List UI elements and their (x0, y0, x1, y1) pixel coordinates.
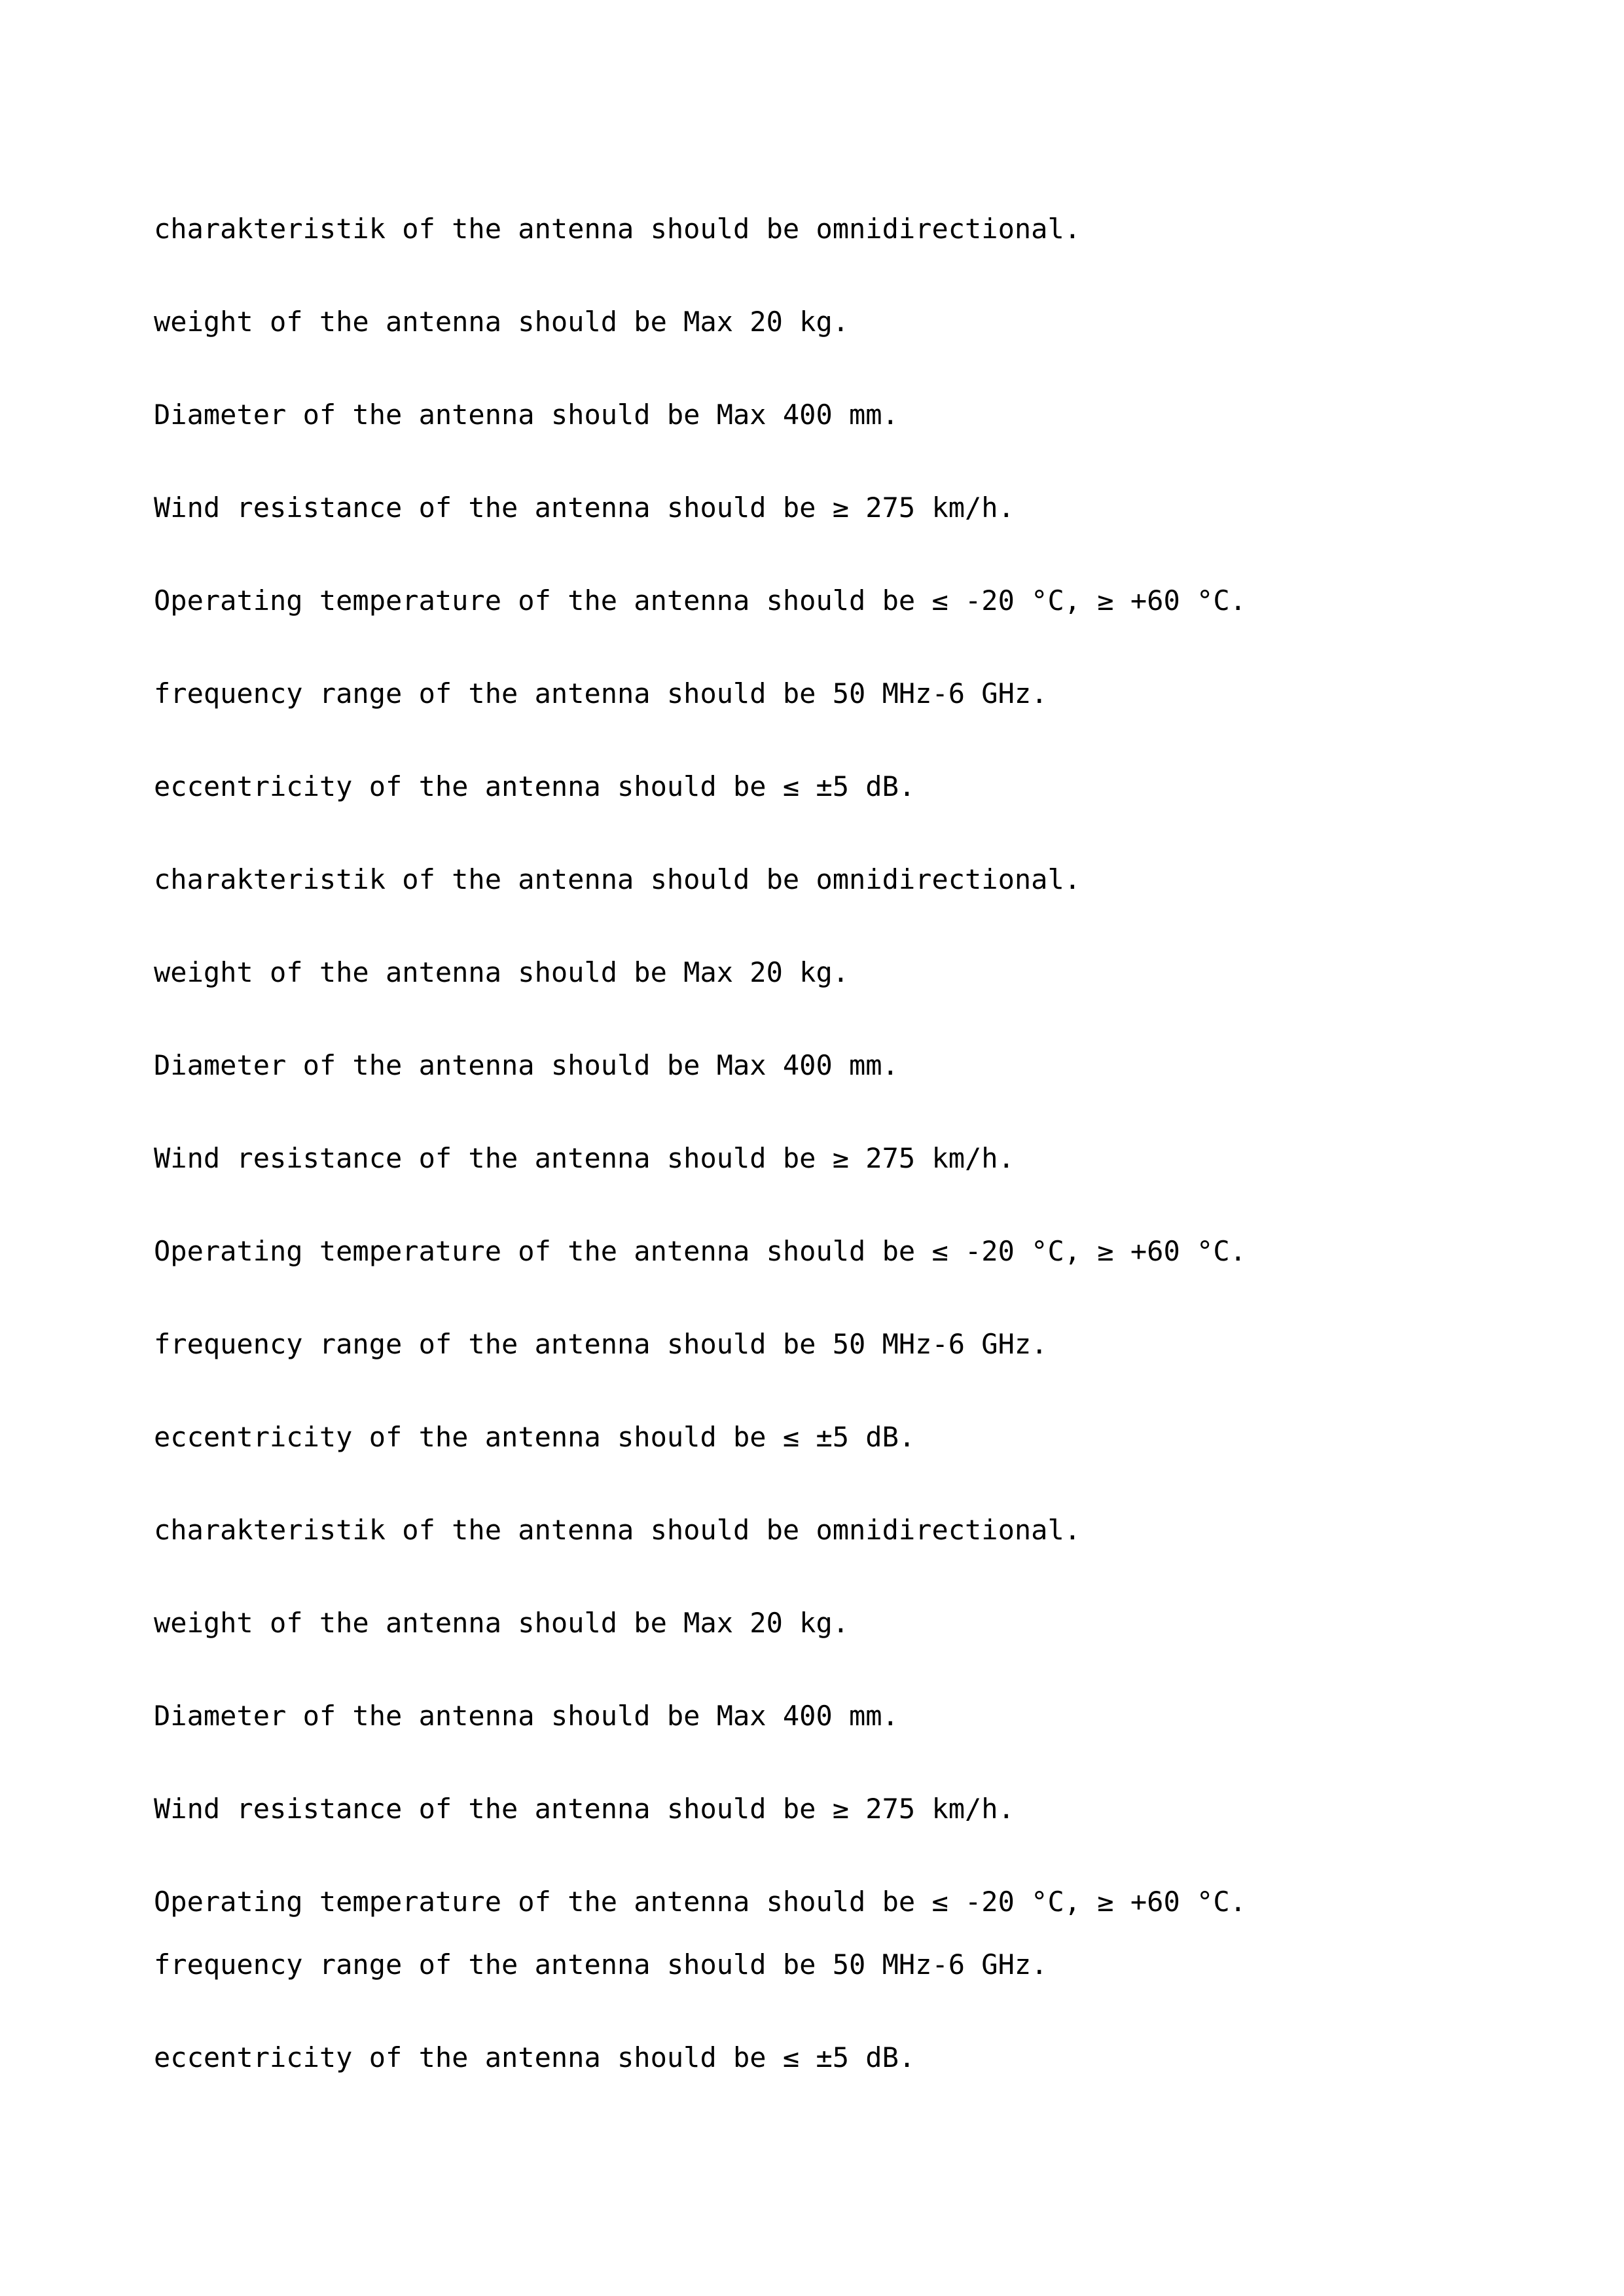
text-line: Wind resistance of the antenna should be ≥ 275 km/h. (154, 492, 1015, 524)
text-line: frequency range of the antenna should be 50 MHz-6 GHz. (154, 677, 1048, 709)
text-line: charakteristik of the antenna should be omnidirectional. (154, 1514, 1081, 1546)
text-line: Wind resistance of the antenna should be ≥ 275 km/h. (154, 1793, 1015, 1825)
text-line: Wind resistance of the antenna should be ≥ 275 km/h. (154, 1142, 1015, 1174)
text-lines (154, 213, 1585, 2073)
text-line: weight of the antenna should be Max 20 kg. (154, 956, 850, 988)
text-line: Operating temperature of the antenna should be ≤ -20 °C, ≥ +60 °C. (154, 1235, 1246, 1267)
text-line: Diameter of the antenna should be Max 400 mm. (154, 1700, 899, 1732)
text-line: weight of the antenna should be Max 20 kg. (154, 1607, 850, 1639)
text-line: eccentricity of the antenna should be ≤ ±5 dB. (154, 1421, 916, 1453)
text-line: frequency range of the antenna should be 50 MHz-6 GHz. (154, 1948, 1048, 1981)
text-line: frequency range of the antenna should be 50 MHz-6 GHz. (154, 1328, 1048, 1360)
text-line: charakteristik of the antenna should be omnidirectional. (154, 213, 1081, 245)
text-line: Operating temperature of the antenna should be ≤ -20 °C, ≥ +60 °C. (154, 1886, 1246, 1918)
text-line: Operating temperature of the antenna should be ≤ -20 °C, ≥ +60 °C. (154, 584, 1246, 617)
text-line: charakteristik of the antenna should be omnidirectional. (154, 863, 1081, 895)
text-line: eccentricity of the antenna should be ≤ ±5 dB. (154, 2041, 916, 2073)
text-line: Diameter of the antenna should be Max 400 mm. (154, 399, 899, 431)
text-line: eccentricity of the antenna should be ≤ ±5 dB. (154, 770, 916, 802)
text-line: Diameter of the antenna should be Max 400 mm. (154, 1049, 899, 1081)
text-line: weight of the antenna should be Max 20 kg. (154, 306, 850, 338)
